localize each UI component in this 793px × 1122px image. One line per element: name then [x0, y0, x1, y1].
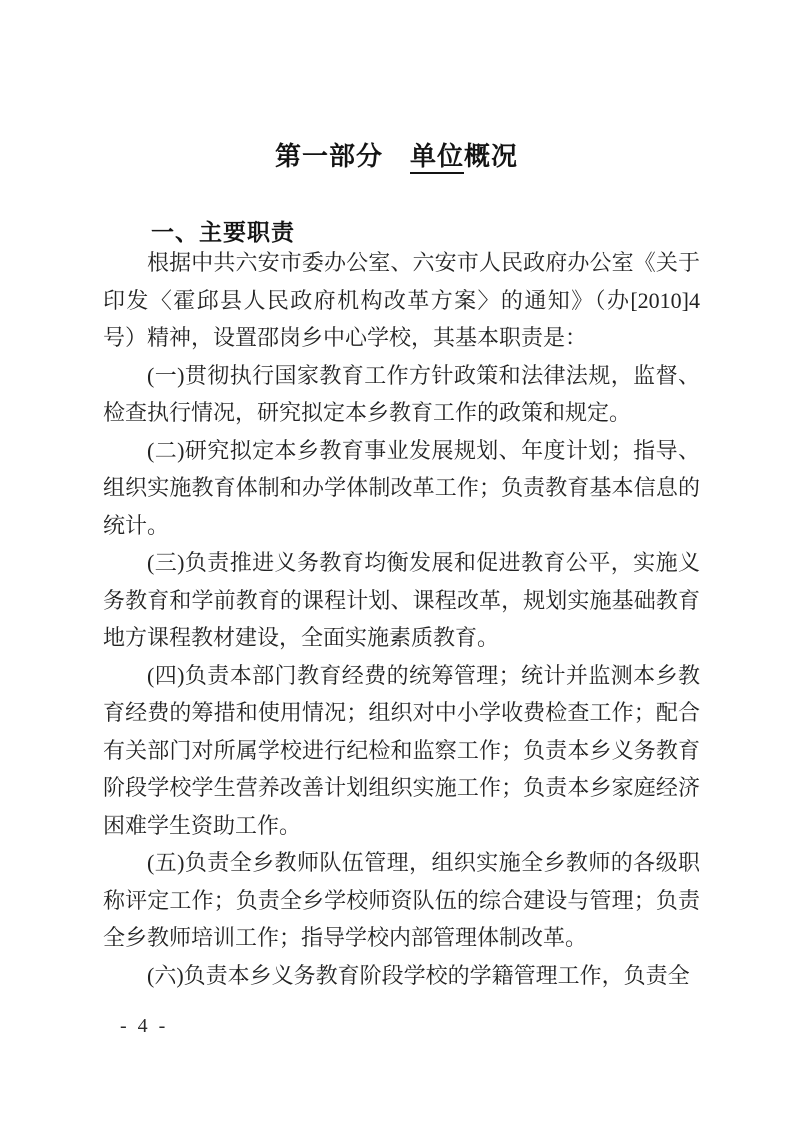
paragraph-intro: 根据中共六安市委办公室、六安市人民政府办公室《关于印发〈霍邱县人民政府机构改革方案〉的通知》（办[2010]4号）精神，设置邵岗乡中心学校，其基本职责是： [103, 250, 700, 350]
document-body [103, 244, 700, 994]
section-heading: 一、主要职责 [151, 219, 295, 245]
document-title [0, 139, 793, 173]
paragraph-duty-5: (五)负责全乡教师队伍管理，组织实施全乡教师的各级职称评定工作；负责全乡学校师资队伍的综合建设与管理；负责全乡教师培训工作；指导学校内部管理体制改革。 [103, 850, 700, 950]
paragraph-duty-3: (三)负责推进义务教育均衡发展和促进教育公平，实施义务教育和学前教育的课程计划、课程改革，规划实施基础教育地方课程教材建设，全面实施素质教育。 [103, 550, 700, 650]
title-part-before: 第一部分 [274, 141, 410, 171]
title-part-after: 概况 [464, 141, 519, 171]
paragraph-duty-2: (二)研究拟定本乡教育事业发展规划、年度计划；指导、组织实施教育体制和办学体制改革工作；负责教育基本信息的统计。 [103, 437, 700, 538]
paragraph-duty-6: (六)负责本乡义务教育阶段学校的学籍管理工作，负责全 [147, 962, 690, 988]
paragraph-duty-1: (一)贯彻执行国家教育工作方针政策和法律法规，监督、检查执行情况，研究拟定本乡教育工作的政策和规定。 [103, 362, 700, 425]
page-number: - 4 - [120, 1015, 169, 1037]
paragraph-duty-4: (四)负责本部门教育经费的统筹管理；统计并监测本乡教育经费的筹措和使用情况；组织对中小学收费检查工作；配合有关部门对所属学校进行纪检和监察工作；负责本乡义务教育阶段学校学生营养改善计划组织实施工作；负责本乡家庭经济困难学生资助工作。 [103, 662, 700, 838]
title-underlined-text: 单位 [410, 141, 464, 174]
